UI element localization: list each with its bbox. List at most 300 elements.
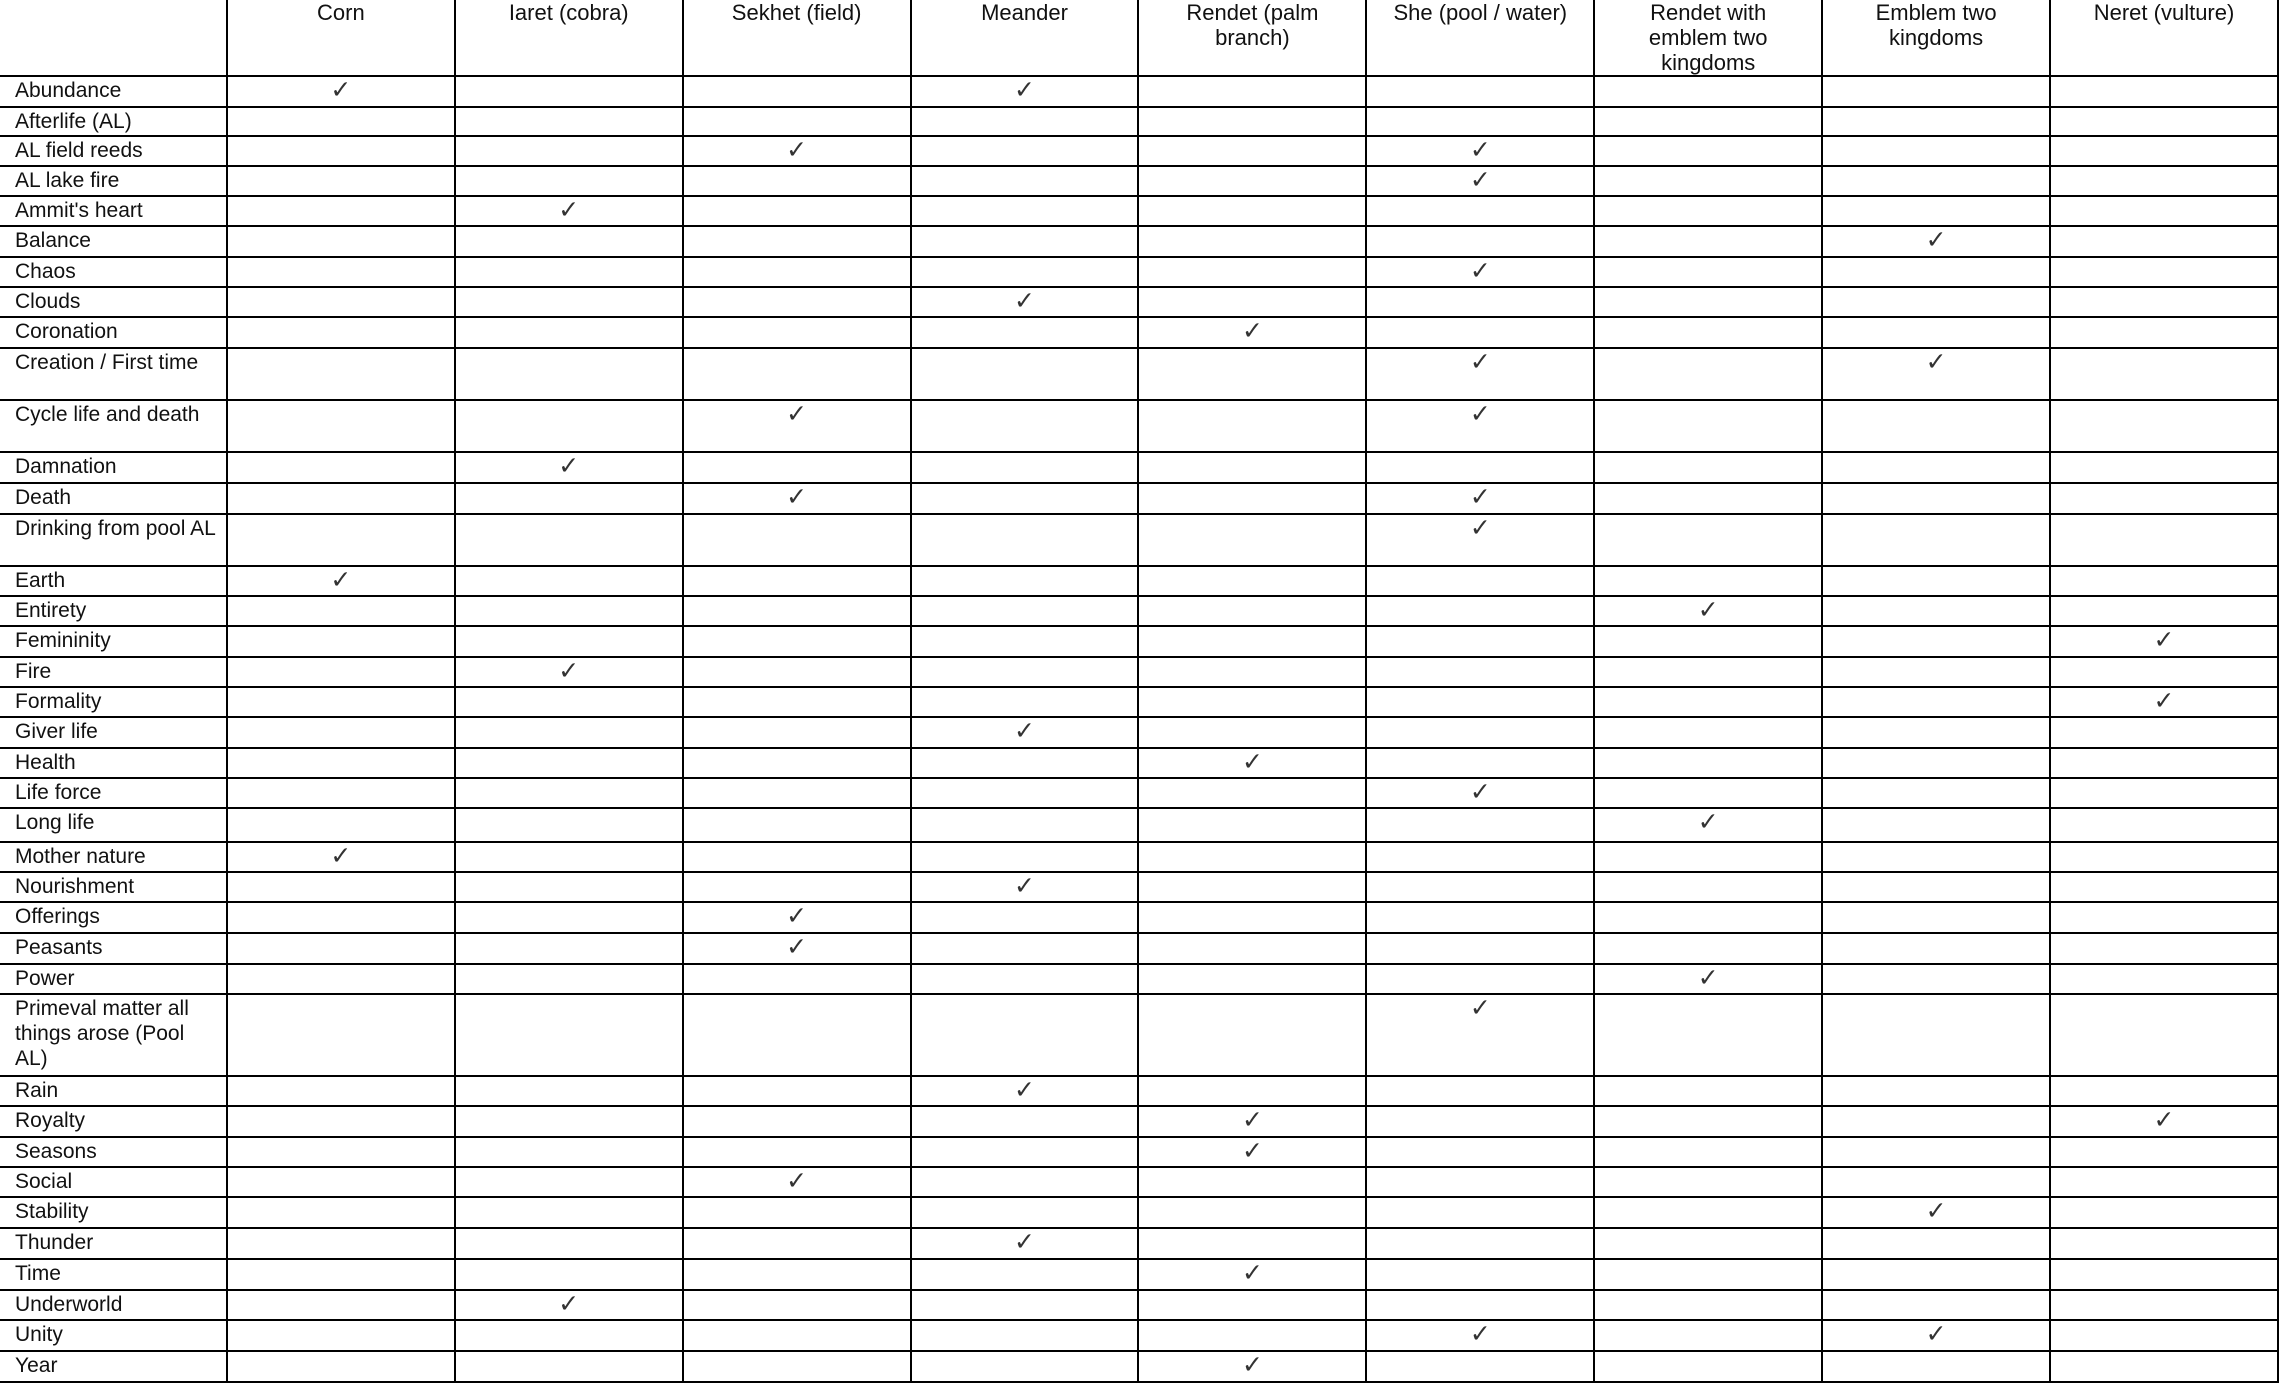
empty-cell: [1822, 1076, 2050, 1106]
check-icon: ✓: [1366, 514, 1594, 566]
check-icon: ✓: [455, 196, 683, 226]
empty-cell: [455, 483, 683, 514]
empty-cell: [1366, 808, 1594, 842]
row-label: Clouds: [0, 287, 227, 317]
empty-cell: [1594, 1320, 1822, 1351]
empty-cell: [2050, 717, 2278, 748]
check-icon: ✓: [1138, 1137, 1366, 1167]
check-icon: ✓: [1366, 778, 1594, 808]
empty-cell: [683, 196, 911, 226]
check-icon: ✓: [683, 1167, 911, 1197]
empty-cell: [2050, 76, 2278, 107]
table-row: [0, 657, 2278, 687]
empty-cell: [1822, 566, 2050, 596]
empty-cell: [2050, 514, 2278, 566]
empty-cell: [1594, 1137, 1822, 1167]
check-icon: ✓: [1822, 1320, 2050, 1351]
row-label: Unity: [0, 1320, 227, 1351]
check-icon: ✓: [1138, 317, 1366, 348]
row-label: Giver life: [0, 717, 227, 748]
empty-cell: [455, 717, 683, 748]
row-label: Femininity: [0, 626, 227, 657]
check-icon: ✓: [1594, 964, 1822, 994]
empty-cell: [1594, 1106, 1822, 1137]
row-label: Long life: [0, 808, 227, 842]
empty-cell: [1138, 994, 1366, 1076]
table-row: [0, 76, 2278, 107]
empty-cell: [1366, 1167, 1594, 1197]
table-row: [0, 902, 2278, 933]
table-row: [0, 687, 2278, 717]
empty-cell: [1138, 1228, 1366, 1259]
empty-cell: [1366, 452, 1594, 483]
empty-cell: [1138, 596, 1366, 626]
empty-cell: [911, 808, 1139, 842]
row-label: Drinking from pool AL: [0, 514, 227, 566]
empty-cell: [227, 196, 455, 226]
empty-cell: [1366, 872, 1594, 902]
empty-cell: [227, 348, 455, 400]
check-icon: ✓: [683, 902, 911, 933]
empty-cell: [683, 1259, 911, 1290]
row-label: Death: [0, 483, 227, 514]
empty-cell: [911, 107, 1139, 136]
empty-cell: [1594, 994, 1822, 1076]
empty-cell: [455, 1228, 683, 1259]
empty-cell: [1822, 1259, 2050, 1290]
row-label: Ammit's heart: [0, 196, 227, 226]
empty-cell: [911, 626, 1139, 657]
empty-cell: [2050, 1259, 2278, 1290]
row-label: Mother nature: [0, 842, 227, 872]
empty-cell: [1822, 842, 2050, 872]
empty-cell: [1822, 902, 2050, 933]
empty-cell: [683, 778, 911, 808]
empty-cell: [227, 452, 455, 483]
column-header-iaret-cobra: Iaret (cobra): [455, 0, 683, 76]
empty-cell: [683, 76, 911, 107]
empty-cell: [2050, 1197, 2278, 1228]
empty-cell: [455, 76, 683, 107]
empty-cell: [911, 687, 1139, 717]
empty-cell: [455, 1259, 683, 1290]
empty-cell: [1822, 717, 2050, 748]
empty-cell: [683, 842, 911, 872]
row-label: Cycle life and death: [0, 400, 227, 452]
empty-cell: [683, 514, 911, 566]
column-header-rendet-with-emblem-two-kingdoms: Rendet with emblem two kingdoms: [1594, 0, 1822, 76]
empty-cell: [1594, 452, 1822, 483]
empty-cell: [683, 1106, 911, 1137]
empty-cell: [2050, 596, 2278, 626]
check-icon: ✓: [1366, 348, 1594, 400]
empty-cell: [911, 933, 1139, 964]
empty-cell: [683, 1228, 911, 1259]
table-row: [0, 1197, 2278, 1228]
empty-cell: [1138, 687, 1366, 717]
empty-cell: [683, 596, 911, 626]
table-row: [0, 808, 2278, 842]
empty-cell: [683, 872, 911, 902]
empty-cell: [1366, 287, 1594, 317]
table-row: [0, 107, 2278, 136]
empty-cell: [1822, 748, 2050, 778]
empty-cell: [911, 514, 1139, 566]
empty-cell: [911, 226, 1139, 257]
empty-cell: [911, 1167, 1139, 1197]
row-label: Damnation: [0, 452, 227, 483]
empty-cell: [911, 452, 1139, 483]
check-icon: ✓: [683, 933, 911, 964]
empty-cell: [455, 226, 683, 257]
table-row: [0, 1228, 2278, 1259]
check-icon: ✓: [2050, 1106, 2278, 1137]
empty-cell: [911, 778, 1139, 808]
empty-cell: [911, 657, 1139, 687]
empty-cell: [1594, 626, 1822, 657]
empty-cell: [455, 1351, 683, 1382]
empty-cell: [2050, 933, 2278, 964]
empty-cell: [1822, 808, 2050, 842]
empty-cell: [2050, 196, 2278, 226]
empty-cell: [2050, 1320, 2278, 1351]
check-icon: ✓: [911, 287, 1139, 317]
empty-cell: [2050, 1137, 2278, 1167]
row-label: Chaos: [0, 257, 227, 287]
check-icon: ✓: [1366, 483, 1594, 514]
table-row: [0, 1106, 2278, 1137]
empty-cell: [1366, 1290, 1594, 1320]
empty-cell: [1366, 1351, 1594, 1382]
empty-cell: [1822, 287, 2050, 317]
check-icon: ✓: [911, 717, 1139, 748]
empty-cell: [1594, 348, 1822, 400]
empty-cell: [1594, 1351, 1822, 1382]
empty-cell: [1366, 687, 1594, 717]
empty-cell: [227, 778, 455, 808]
empty-cell: [683, 1320, 911, 1351]
empty-cell: [1822, 400, 2050, 452]
check-icon: ✓: [455, 452, 683, 483]
check-icon: ✓: [455, 657, 683, 687]
table-row: [0, 483, 2278, 514]
empty-cell: [1822, 778, 2050, 808]
empty-cell: [1138, 107, 1366, 136]
table-row: [0, 626, 2278, 657]
empty-cell: [1366, 1228, 1594, 1259]
empty-cell: [227, 226, 455, 257]
empty-cell: [1366, 964, 1594, 994]
row-label: Earth: [0, 566, 227, 596]
empty-cell: [455, 166, 683, 196]
table-row: [0, 1137, 2278, 1167]
empty-cell: [1138, 400, 1366, 452]
empty-cell: [1822, 1106, 2050, 1137]
empty-cell: [911, 566, 1139, 596]
empty-cell: [227, 933, 455, 964]
empty-cell: [1594, 872, 1822, 902]
empty-cell: [2050, 778, 2278, 808]
empty-cell: [1366, 717, 1594, 748]
empty-cell: [2050, 1167, 2278, 1197]
check-icon: ✓: [227, 566, 455, 596]
empty-cell: [1594, 196, 1822, 226]
row-label: Coronation: [0, 317, 227, 348]
empty-cell: [1138, 226, 1366, 257]
check-icon: ✓: [911, 1076, 1139, 1106]
table-row: [0, 994, 2278, 1076]
row-label: Balance: [0, 226, 227, 257]
empty-cell: [683, 1076, 911, 1106]
row-label: Social: [0, 1167, 227, 1197]
empty-cell: [455, 842, 683, 872]
check-icon: ✓: [911, 1228, 1139, 1259]
empty-cell: [455, 1106, 683, 1137]
empty-cell: [227, 657, 455, 687]
empty-cell: [227, 717, 455, 748]
row-label: Stability: [0, 1197, 227, 1228]
empty-cell: [455, 1076, 683, 1106]
empty-cell: [1366, 748, 1594, 778]
check-icon: ✓: [1594, 596, 1822, 626]
empty-cell: [1822, 596, 2050, 626]
row-label: Fire: [0, 657, 227, 687]
row-label: Thunder: [0, 1228, 227, 1259]
empty-cell: [1138, 514, 1366, 566]
table-row: [0, 136, 2278, 166]
empty-cell: [227, 1076, 455, 1106]
empty-cell: [2050, 226, 2278, 257]
empty-cell: [227, 317, 455, 348]
empty-cell: [1366, 317, 1594, 348]
table-row: [0, 1076, 2278, 1106]
empty-cell: [683, 348, 911, 400]
empty-cell: [455, 348, 683, 400]
empty-cell: [683, 257, 911, 287]
empty-cell: [455, 778, 683, 808]
empty-cell: [1822, 1351, 2050, 1382]
empty-cell: [227, 1259, 455, 1290]
empty-cell: [227, 1228, 455, 1259]
empty-cell: [1138, 1320, 1366, 1351]
row-label: Life force: [0, 778, 227, 808]
empty-cell: [1138, 778, 1366, 808]
empty-cell: [1594, 136, 1822, 166]
row-label: Abundance: [0, 76, 227, 107]
check-icon: ✓: [1366, 400, 1594, 452]
row-label: Formality: [0, 687, 227, 717]
column-header-emblem-two-kingdoms: Emblem two kingdoms: [1822, 0, 2050, 76]
empty-cell: [1822, 1228, 2050, 1259]
empty-cell: [911, 748, 1139, 778]
empty-cell: [911, 1290, 1139, 1320]
empty-cell: [1138, 483, 1366, 514]
empty-cell: [911, 400, 1139, 452]
empty-cell: [683, 1290, 911, 1320]
row-label: Peasants: [0, 933, 227, 964]
empty-cell: [455, 566, 683, 596]
empty-cell: [683, 452, 911, 483]
check-icon: ✓: [1822, 1197, 2050, 1228]
empty-cell: [227, 1106, 455, 1137]
empty-cell: [911, 348, 1139, 400]
empty-cell: [1138, 1167, 1366, 1197]
empty-cell: [1138, 257, 1366, 287]
empty-cell: [1366, 1197, 1594, 1228]
empty-cell: [911, 1351, 1139, 1382]
empty-cell: [227, 1197, 455, 1228]
empty-cell: [227, 596, 455, 626]
empty-cell: [1594, 483, 1822, 514]
empty-cell: [227, 687, 455, 717]
empty-cell: [227, 107, 455, 136]
empty-cell: [455, 136, 683, 166]
row-label: Power: [0, 964, 227, 994]
empty-cell: [455, 872, 683, 902]
empty-cell: [227, 626, 455, 657]
empty-cell: [2050, 1228, 2278, 1259]
empty-cell: [683, 657, 911, 687]
empty-cell: [227, 166, 455, 196]
check-icon: ✓: [1138, 748, 1366, 778]
empty-cell: [1366, 1076, 1594, 1106]
empty-cell: [1594, 1259, 1822, 1290]
check-icon: ✓: [1366, 257, 1594, 287]
empty-cell: [2050, 348, 2278, 400]
table-row: [0, 1320, 2278, 1351]
table-row: [0, 1290, 2278, 1320]
empty-cell: [1822, 514, 2050, 566]
check-icon: ✓: [2050, 687, 2278, 717]
table-row: [0, 748, 2278, 778]
empty-cell: [1138, 287, 1366, 317]
empty-cell: [1822, 452, 2050, 483]
empty-cell: [1138, 1197, 1366, 1228]
empty-cell: [2050, 657, 2278, 687]
row-label: Creation / First time: [0, 348, 227, 400]
table-row: [0, 400, 2278, 452]
table-row: [0, 933, 2278, 964]
empty-cell: [2050, 136, 2278, 166]
empty-cell: [227, 514, 455, 566]
empty-cell: [1822, 964, 2050, 994]
check-icon: ✓: [455, 1290, 683, 1320]
empty-cell: [1594, 687, 1822, 717]
empty-cell: [1594, 657, 1822, 687]
header-row: [0, 0, 2278, 76]
empty-cell: [2050, 808, 2278, 842]
table-row: [0, 964, 2278, 994]
empty-cell: [1594, 933, 1822, 964]
check-icon: ✓: [1138, 1259, 1366, 1290]
empty-cell: [2050, 257, 2278, 287]
check-icon: ✓: [1138, 1351, 1366, 1382]
empty-cell: [1822, 196, 2050, 226]
empty-cell: [2050, 902, 2278, 933]
table-row: [0, 226, 2278, 257]
row-label: Royalty: [0, 1106, 227, 1137]
empty-cell: [1366, 566, 1594, 596]
empty-cell: [1366, 196, 1594, 226]
empty-cell: [1594, 107, 1822, 136]
table-row: [0, 872, 2278, 902]
empty-cell: [1366, 657, 1594, 687]
empty-cell: [1366, 226, 1594, 257]
empty-cell: [911, 596, 1139, 626]
empty-cell: [2050, 400, 2278, 452]
empty-cell: [1366, 596, 1594, 626]
empty-cell: [1138, 872, 1366, 902]
empty-cell: [911, 902, 1139, 933]
empty-cell: [455, 994, 683, 1076]
row-label: Underworld: [0, 1290, 227, 1320]
empty-cell: [1594, 1290, 1822, 1320]
empty-cell: [1138, 1076, 1366, 1106]
empty-cell: [1822, 1167, 2050, 1197]
empty-cell: [1138, 166, 1366, 196]
empty-cell: [1822, 483, 2050, 514]
empty-cell: [1366, 933, 1594, 964]
empty-cell: [455, 933, 683, 964]
empty-cell: [455, 1137, 683, 1167]
empty-cell: [911, 483, 1139, 514]
check-icon: ✓: [1366, 1320, 1594, 1351]
empty-cell: [227, 994, 455, 1076]
empty-cell: [1822, 136, 2050, 166]
empty-cell: [1594, 778, 1822, 808]
empty-cell: [227, 400, 455, 452]
empty-cell: [683, 226, 911, 257]
empty-cell: [227, 257, 455, 287]
table-row: [0, 1167, 2278, 1197]
empty-cell: [2050, 287, 2278, 317]
empty-cell: [455, 964, 683, 994]
table-row: [0, 166, 2278, 196]
empty-cell: [1822, 257, 2050, 287]
empty-cell: [911, 1259, 1139, 1290]
empty-cell: [2050, 1290, 2278, 1320]
empty-cell: [911, 317, 1139, 348]
empty-cell: [227, 902, 455, 933]
table-row: [0, 348, 2278, 400]
empty-cell: [1594, 226, 1822, 257]
empty-cell: [1594, 166, 1822, 196]
empty-cell: [683, 566, 911, 596]
row-label: Year: [0, 1351, 227, 1382]
check-icon: ✓: [911, 76, 1139, 107]
column-header-she-pool-water: She (pool / water): [1366, 0, 1594, 76]
empty-cell: [455, 107, 683, 136]
empty-cell: [911, 994, 1139, 1076]
column-header-rendet-palm-branch: Rendet (palm branch): [1138, 0, 1366, 76]
empty-cell: [1138, 566, 1366, 596]
check-icon: ✓: [1366, 136, 1594, 166]
empty-cell: [455, 514, 683, 566]
empty-cell: [2050, 994, 2278, 1076]
check-icon: ✓: [1366, 166, 1594, 196]
empty-cell: [683, 1197, 911, 1228]
empty-cell: [911, 964, 1139, 994]
empty-cell: [911, 1320, 1139, 1351]
empty-cell: [1822, 933, 2050, 964]
empty-cell: [455, 287, 683, 317]
empty-cell: [227, 748, 455, 778]
empty-cell: [455, 902, 683, 933]
empty-cell: [455, 1320, 683, 1351]
row-label: Offerings: [0, 902, 227, 933]
check-icon: ✓: [1594, 808, 1822, 842]
empty-cell: [1138, 626, 1366, 657]
